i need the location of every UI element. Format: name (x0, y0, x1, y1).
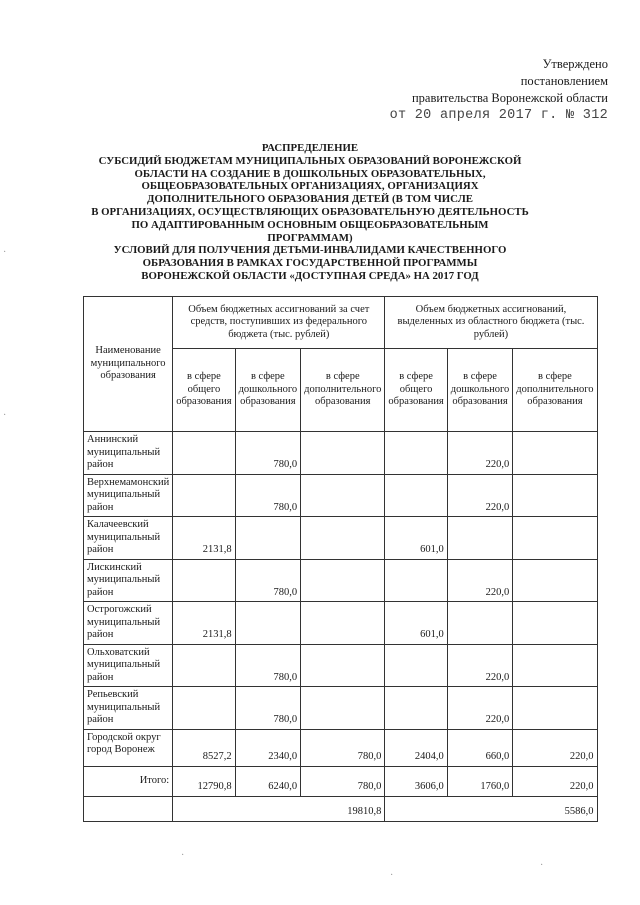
total-regional-additional: 220,0 (513, 766, 597, 796)
value-federal-additional (301, 517, 385, 560)
value-federal-preschool: 2340,0 (235, 729, 301, 766)
value-regional-additional (513, 687, 597, 730)
table-row (84, 602, 598, 645)
title-line: ОБРАЗОВАНИЯ В РАМКАХ ГОСУДАРСТВЕННОЙ ПРОГРАММЫ (142, 257, 478, 270)
approval-date-stamp: от 20 апреля 2017 г. № 312 (389, 108, 608, 123)
scan-speck: · (181, 850, 185, 861)
approval-line-approved: Утверждено (542, 57, 608, 71)
value-regional-general: 601,0 (385, 602, 447, 645)
value-federal-general: 8527,2 (173, 729, 235, 766)
value-federal-additional (301, 559, 385, 602)
value-federal-general (173, 644, 235, 687)
title-line: РАСПРЕДЕЛЕНИЕ (261, 142, 359, 154)
value-federal-general (173, 687, 235, 730)
value-regional-preschool (447, 602, 513, 645)
title-line: ВОРОНЕЖСКОЙ ОБЛАСТИ «ДОСТУПНАЯ СРЕДА» НА 2017 ГОД (141, 269, 479, 282)
grand-total-federal: 19810,8 (173, 796, 385, 821)
value-regional-preschool: 220,0 (447, 432, 513, 475)
header-regional: Объем бюджетных ассигнований, выделенных из областного бюджета (тыс. рублей) (385, 297, 597, 349)
value-regional-additional (513, 517, 597, 560)
title-line: ОБЩЕОБРАЗОВАТЕЛЬНЫХ ОРГАНИЗАЦИЯХ, ОРГАНИЗАЦИЯХ (141, 180, 479, 193)
grand-total-regional: 5586,0 (385, 796, 597, 821)
value-regional-general (385, 644, 447, 687)
value-regional-preschool: 660,0 (447, 729, 513, 766)
municipality-name: Лискинский муниципальный район (84, 559, 173, 602)
value-regional-general: 2404,0 (385, 729, 447, 766)
value-federal-preschool (235, 517, 301, 560)
municipality-name: Аннинский муниципальный район (84, 432, 173, 475)
approval-line-government: правительства Воронежской области (411, 91, 608, 105)
subheader-regional-preschool: в сфере дошкольного образования (447, 349, 513, 432)
value-regional-additional (513, 432, 597, 475)
total-federal-additional: 780,0 (301, 766, 385, 796)
subheader-federal-preschool: в сфере дошкольного образования (235, 349, 301, 432)
value-federal-additional (301, 474, 385, 517)
title-line: ОБЛАСТИ НА СОЗДАНИЕ В ДОШКОЛЬНЫХ ОБРАЗОВАТЕЛЬНЫХ, (134, 167, 486, 180)
scan-speck: · (3, 247, 7, 258)
value-regional-preschool: 220,0 (447, 474, 513, 517)
total-regional-preschool: 1760,0 (447, 766, 513, 796)
value-federal-general (173, 474, 235, 517)
value-federal-general (173, 559, 235, 602)
value-regional-preschool: 220,0 (447, 687, 513, 730)
municipality-name: Ольховатский муниципальный район (84, 644, 173, 687)
value-regional-additional (513, 474, 597, 517)
municipality-name: Острогожский муниципальный район (84, 602, 173, 645)
value-federal-additional: 780,0 (301, 729, 385, 766)
subheader-federal-additional: в сфере дополнительного образования (301, 349, 385, 432)
value-federal-preschool: 780,0 (235, 687, 301, 730)
value-regional-additional (513, 644, 597, 687)
subheader-regional-additional: в сфере дополнительного образования (513, 349, 597, 432)
subheader-federal-general: в сфере общего образования (173, 349, 235, 432)
header-municipality: Наименование муниципального образования (84, 297, 173, 432)
municipality-name: Городской округ город Воронеж (84, 729, 173, 766)
title-line: ДОПОЛНИТЕЛЬНОГО ОБРАЗОВАНИЯ ДЕТЕЙ (В ТОМ ЧИСЛЕ (147, 193, 473, 206)
value-regional-general: 601,0 (385, 517, 447, 560)
value-regional-general (385, 474, 447, 517)
distribution-table (83, 296, 598, 822)
total-federal-preschool: 6240,0 (235, 766, 301, 796)
value-regional-additional (513, 559, 597, 602)
total-label: Итого: (84, 766, 173, 796)
scan-speck: · (390, 870, 394, 881)
approval-line-resolution: постановлением (520, 74, 608, 88)
scan-speck: · (540, 860, 544, 871)
table-row (84, 644, 598, 687)
value-federal-preschool: 780,0 (235, 432, 301, 475)
value-federal-additional (301, 432, 385, 475)
total-regional-general: 3606,0 (385, 766, 447, 796)
header-federal: Объем бюджетных ассигнований за счет средств, поступивших из федерального бюджета (тыс. рублей) (173, 297, 385, 349)
value-regional-general (385, 559, 447, 602)
title-line: СУБСИДИЙ БЮДЖЕТАМ МУНИЦИПАЛЬНЫХ ОБРАЗОВАНИЙ ВОРОНЕЖСКОЙ (98, 154, 522, 167)
value-regional-additional (513, 602, 597, 645)
value-federal-additional (301, 687, 385, 730)
total-federal-general: 12790,8 (173, 766, 235, 796)
value-regional-general (385, 687, 447, 730)
grand-total-empty-cell (84, 796, 173, 821)
municipality-name: Репьевский муниципальный район (84, 687, 173, 730)
value-federal-preschool: 780,0 (235, 559, 301, 602)
document-title (90, 142, 530, 283)
value-federal-general: 2131,8 (173, 602, 235, 645)
approval-block (390, 56, 608, 124)
table-row (84, 559, 598, 602)
value-regional-preschool (447, 517, 513, 560)
municipality-name: Верхнемамонский муниципальный район (84, 474, 173, 517)
value-federal-general (173, 432, 235, 475)
title-line: ПО АДАПТИРОВАННЫМ ОСНОВНЫМ ОБЩЕОБРАЗОВАТЕЛЬНЫМ ПРОГРАММАМ) (131, 218, 489, 244)
value-federal-general: 2131,8 (173, 517, 235, 560)
table-row (84, 517, 598, 560)
scan-speck: · (3, 410, 7, 421)
table-row (84, 432, 598, 475)
title-line: В ОРГАНИЗАЦИЯХ, ОСУЩЕСТВЛЯЮЩИХ ОБРАЗОВАТЕЛЬНУЮ ДЕЯТЕЛЬНОСТЬ (91, 205, 529, 218)
municipality-name: Калачеевский муниципальный район (84, 517, 173, 560)
value-federal-preschool: 780,0 (235, 474, 301, 517)
title-line: УСЛОВИЙ ДЛЯ ПОЛУЧЕНИЯ ДЕТЬМИ-ИНВАЛИДАМИ КАЧЕСТВЕННОГО (113, 244, 507, 257)
value-regional-additional: 220,0 (513, 729, 597, 766)
value-regional-general (385, 432, 447, 475)
table-row (84, 729, 598, 766)
value-federal-additional (301, 602, 385, 645)
value-federal-preschool (235, 602, 301, 645)
table-row (84, 687, 598, 730)
value-regional-preschool: 220,0 (447, 559, 513, 602)
subheader-regional-general: в сфере общего образования (385, 349, 447, 432)
value-federal-preschool: 780,0 (235, 644, 301, 687)
value-federal-additional (301, 644, 385, 687)
table-row (84, 474, 598, 517)
value-regional-preschool: 220,0 (447, 644, 513, 687)
